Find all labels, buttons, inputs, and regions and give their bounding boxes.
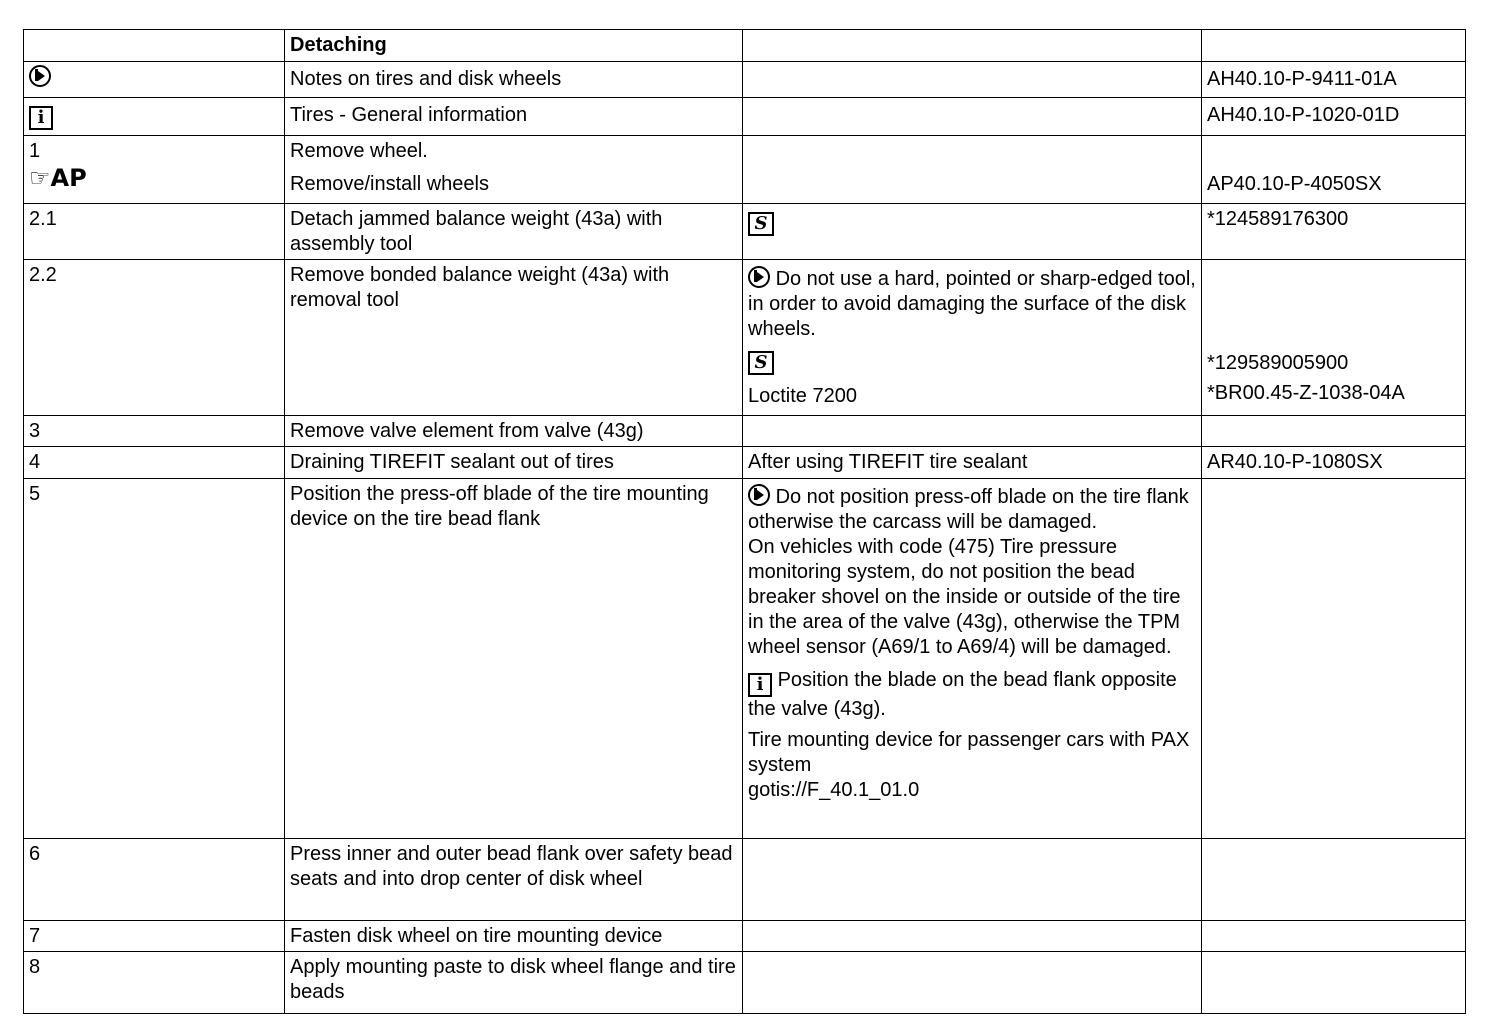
row-text: Tires - General information (285, 98, 743, 136)
notes-icon (29, 65, 51, 87)
info-text: Position the blade on the bead flank opposite the valve (43g). (748, 669, 1177, 720)
procedure-table (23, 29, 1466, 1014)
table-row (24, 921, 1466, 952)
step-number: 5 (24, 479, 285, 839)
doc-reference-link[interactable]: AR40.10-P-1080SX (1202, 447, 1466, 479)
step-text: Detach jammed balance weight (43a) with assembly tool (285, 204, 743, 260)
table-row (24, 260, 1466, 416)
doc-reference-link[interactable]: *BR00.45-Z-1038-04A (1207, 382, 1405, 404)
step-text: Remove valve element from valve (43g) (285, 416, 743, 447)
doc-reference-link[interactable]: AH40.10-P-9411-01A (1202, 62, 1466, 98)
step-text: Press inner and outer bead flank over safety bead seats and into drop center of disk wheel (285, 839, 743, 921)
step-number: 4 (24, 447, 285, 479)
step-number: 1 (29, 140, 41, 162)
condition-text: After using TIREFIT tire sealant (743, 447, 1202, 479)
table-row (24, 136, 1466, 204)
work-procedure-hand-icon: ☜AP (29, 164, 87, 192)
table-row (24, 62, 1466, 98)
device-text: Tire mounting device for passenger cars with PAX system (748, 729, 1190, 776)
material-text: Loctite 7200 (748, 385, 857, 407)
step-text: Position the press-off blade of the tire mounting device on the tire bead flank (285, 479, 743, 839)
info-icon: i (748, 673, 772, 697)
step-number: 6 (24, 839, 285, 921)
info-icon: i (29, 106, 53, 130)
table-row (24, 98, 1466, 136)
table-row (24, 479, 1466, 839)
step-text: Draining TIREFIT sealant out of tires (285, 447, 743, 479)
gotis-link[interactable]: gotis://F_40.1_01.0 (748, 779, 920, 801)
table-row (24, 952, 1466, 1014)
notes-icon (748, 484, 770, 506)
step-text: Remove wheel. (290, 140, 428, 162)
step-text: Apply mounting paste to disk wheel flange and tire beads (285, 952, 743, 1014)
step-number: 7 (24, 921, 285, 952)
step-number: 3 (24, 416, 285, 447)
table-row (24, 447, 1466, 479)
special-tool-icon: S (748, 351, 774, 375)
table-row (24, 204, 1466, 260)
note-text: On vehicles with code (475) Tire pressure monitoring system, do not position the bead breaker shovel on the inside or outside of the tire in the area of the valve (43g), otherwise the TPM wheel sensor (A69/1 to A69/4) will be damaged. (748, 536, 1181, 658)
table-row (24, 839, 1466, 921)
step-number: 2.2 (24, 260, 285, 416)
step-number: 2.1 (24, 204, 285, 260)
special-tool-icon: S (748, 212, 774, 236)
notes-icon (748, 266, 770, 288)
note-text: Do not position press-off blade on the tire flank otherwise the carcass will be damaged. (748, 486, 1189, 533)
step-text: Remove bonded balance weight (43a) with removal tool (285, 260, 743, 416)
step-subtext: Remove/install wheels (290, 173, 489, 195)
table-row (24, 416, 1466, 447)
step-number: 8 (24, 952, 285, 1014)
doc-reference-link[interactable]: AP40.10-P-4050SX (1207, 173, 1382, 195)
section-title: Detaching (285, 30, 743, 62)
doc-reference-link[interactable]: AH40.10-P-1020-01D (1202, 98, 1466, 136)
ap-label: AP (50, 164, 87, 192)
table-header-row (24, 30, 1466, 62)
step-text: Fasten disk wheel on tire mounting device (285, 921, 743, 952)
tool-number[interactable]: *124589176300 (1202, 204, 1466, 260)
note-text: Do not use a hard, pointed or sharp-edged tool, in order to avoid damaging the surface of the disk wheels. (748, 268, 1196, 340)
row-text: Notes on tires and disk wheels (285, 62, 743, 98)
tool-number[interactable]: *129589005900 (1207, 352, 1349, 374)
